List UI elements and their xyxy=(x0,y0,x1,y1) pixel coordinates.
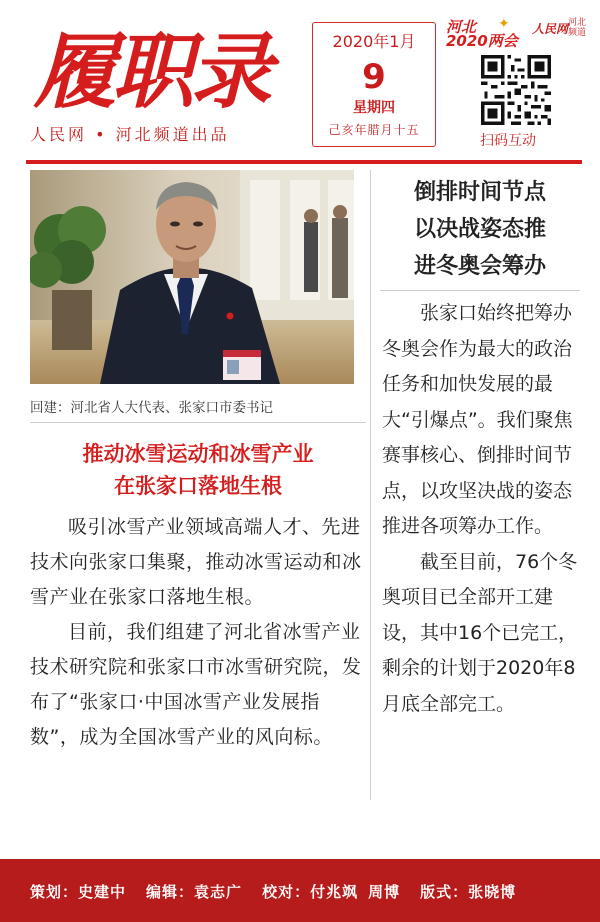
paragraph: 张家口始终把筹办冬奥会作为最大的政治任务和加快发展的最大“引爆点”。我们聚焦赛事核心、倒排时间节点，以攻坚决战的姿态推进各项筹办工作。 xyxy=(382,302,573,537)
partner-logo: 人民网 xyxy=(532,22,569,36)
right-heading-divider xyxy=(380,290,580,291)
caption-divider xyxy=(30,422,366,423)
credit-layout: 版式：张晓博 xyxy=(420,883,517,901)
event-logo-line1: 河北 xyxy=(446,18,477,36)
event-logo-line2: 2020两会 xyxy=(446,32,518,50)
date-weekday: 星期四 xyxy=(353,100,395,116)
right-heading-line: 倒排时间节点 xyxy=(413,180,546,205)
header-divider xyxy=(26,160,582,164)
right-article-heading xyxy=(380,174,580,285)
right-article-body xyxy=(382,296,582,722)
paragraph: 目前，我们组建了河北省冰雪产业技术研究院和张家口市冰雪研究院，发布了“张家口·中国冰雪产业发展指数”，成为全国冰雪产业的风向标。 xyxy=(30,621,362,748)
event-logo xyxy=(442,16,592,48)
partner-sub: 河北频道 xyxy=(568,18,587,38)
portrait-photo xyxy=(30,170,354,384)
column-divider xyxy=(370,170,371,800)
credits-footer xyxy=(0,859,600,922)
paragraph: 吸引冰雪产业领域高端人才、先进技术向张家口集聚，推动冰雪运动和冰雪产业在张家口落地生根。 xyxy=(30,516,362,608)
credit-proofread: 校对：付兆飒 周博 xyxy=(262,883,401,901)
left-article-heading xyxy=(30,438,366,502)
credits-line xyxy=(30,881,526,902)
left-heading-line: 在张家口落地生根 xyxy=(114,474,282,498)
masthead-logo xyxy=(30,14,300,122)
credit-planning: 策划：史建中 xyxy=(30,883,127,901)
left-article-body xyxy=(30,510,366,755)
left-heading-line: 推动冰雪运动和冰雪产业 xyxy=(82,442,314,466)
photo-caption: 回建：河北省人大代表、张家口市委书记 xyxy=(30,400,273,416)
qr-code-icon[interactable] xyxy=(481,55,551,125)
star-icon: ✦ xyxy=(498,16,510,32)
right-heading-line: 进冬奥会筹办 xyxy=(413,254,546,279)
credit-editor: 编辑：袁志广 xyxy=(146,883,243,901)
right-heading-line: 以决战姿态推 xyxy=(413,217,546,242)
masthead-title: 履职录 xyxy=(34,24,268,120)
date-box xyxy=(312,22,436,147)
qr-label: 扫码互动 xyxy=(480,133,536,149)
paragraph: 截至目前，76个冬奥项目已全部开工建设，其中16个已完工，剩余的计划于2020年8月底全部完工。 xyxy=(382,550,578,715)
date-lunar: 己亥年腊月十五 xyxy=(328,123,420,137)
date-year-month: 2020年1月 xyxy=(332,32,416,51)
date-day: 9 xyxy=(362,57,386,97)
masthead-subtitle: 人民网 • 河北频道出品 xyxy=(30,125,230,144)
